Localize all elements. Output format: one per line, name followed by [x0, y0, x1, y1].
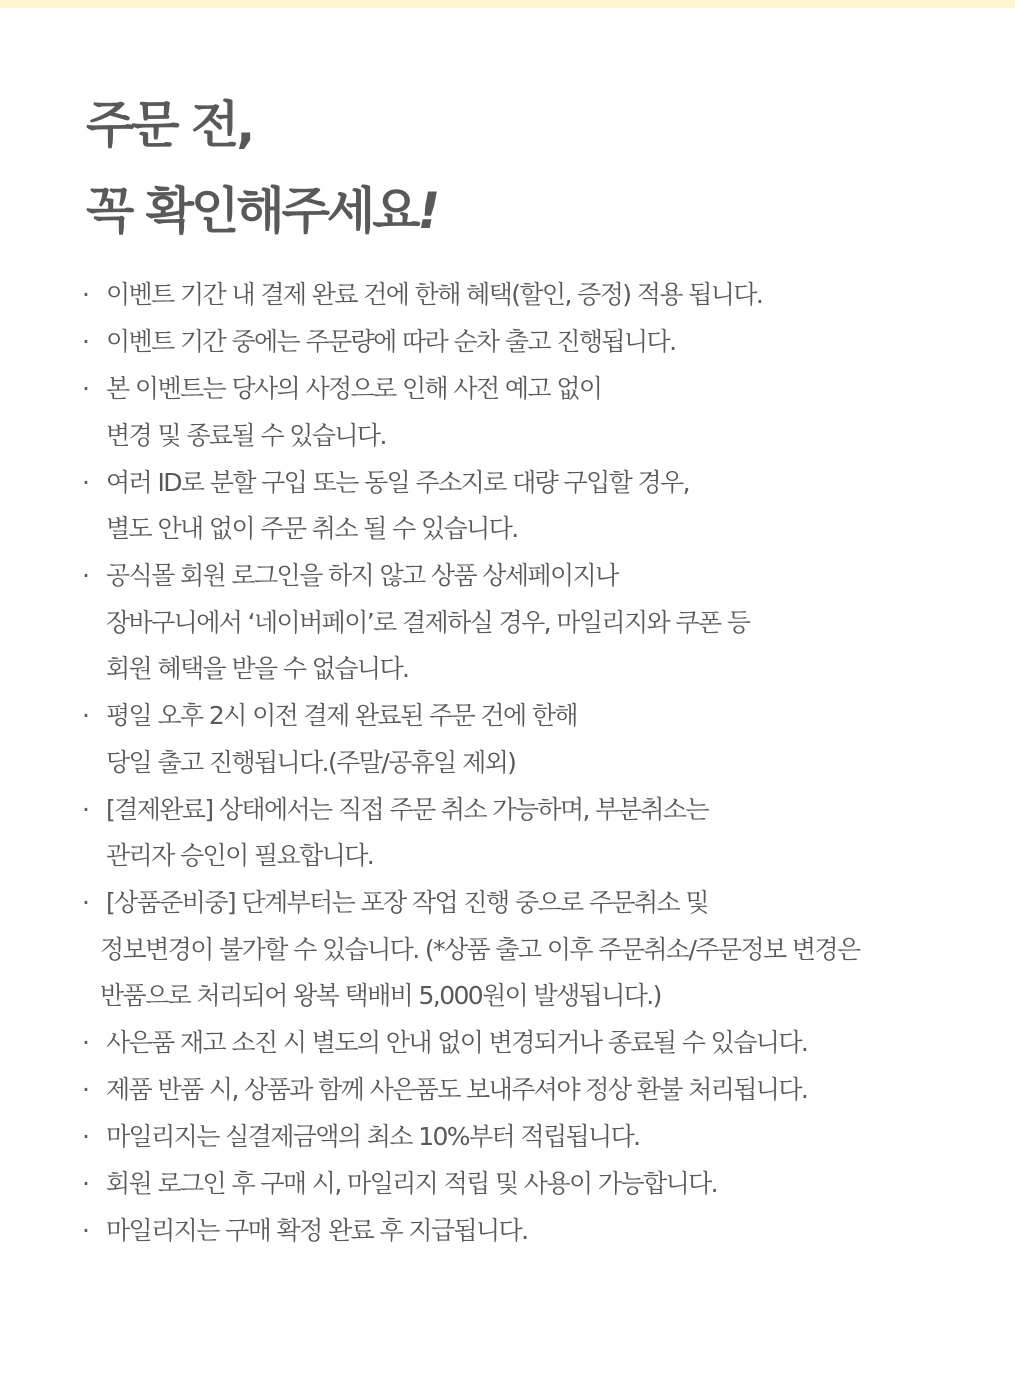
- notice-text-line: 반품으로 처리되어 왕복 택배비 5,000원이 발생됩니다.): [100, 981, 661, 1010]
- notice-text-line: 마일리지는 구매 확정 완료 후 지급됩니다.: [106, 1216, 528, 1245]
- notice-item: [82, 787, 972, 880]
- notice-item: [82, 366, 972, 459]
- notice-text-line: 회원 혜택을 받을 수 없습니다.: [106, 654, 409, 683]
- bullet-dot-icon: ·: [82, 1216, 89, 1245]
- notice-text-line: 변경 및 종료될 수 있습니다.: [106, 420, 386, 450]
- bullet-dot-icon: ·: [82, 1169, 89, 1198]
- page-title-line-2: [86, 168, 437, 254]
- notice-text-line: 이벤트 기간 내 결제 완료 건에 한해 혜택(할인, 증정) 적용 됩니다.: [106, 280, 763, 309]
- bullet-dot-icon: ·: [82, 1075, 89, 1104]
- notice-text-line: 사은품 재고 소진 시 별도의 안내 없이 변경되거나 종료될 수 있습니다.: [106, 1028, 808, 1057]
- notice-text-line: [결제완료] 상태에서는 직접 주문 취소 가능하며, 부분취소는: [106, 794, 708, 824]
- notice-text-line: 마일리지는 실결제금액의 최소 10%부터 적립됩니다.: [106, 1122, 640, 1151]
- notice-text-line: 장바구니에서 ‘네이버페이’로 결제하실 경우, 마일리지와 쿠폰 등: [106, 607, 750, 637]
- notice-item: [82, 460, 972, 553]
- notice-item: [82, 693, 972, 786]
- bullet-dot-icon: ·: [82, 794, 89, 824]
- bullet-dot-icon: ·: [82, 1028, 89, 1057]
- page-title: [86, 82, 437, 254]
- page-title-exclamation: !: [417, 182, 438, 240]
- bullet-dot-icon: ·: [82, 374, 89, 403]
- notice-item: [82, 1208, 972, 1255]
- notice-text-line: 제품 반품 시, 상품과 함께 사은품도 보내주셔야 정상 환불 처리됩니다.: [106, 1075, 808, 1104]
- notice-text-line: 회원 로그인 후 구매 시, 마일리지 적립 및 사용이 가능합니다.: [106, 1169, 718, 1198]
- notice-item: [82, 1020, 972, 1067]
- notice-item: [82, 1114, 972, 1161]
- notice-list: [82, 272, 972, 1255]
- bullet-dot-icon: ·: [82, 701, 89, 730]
- bullet-dot-icon: ·: [82, 888, 89, 917]
- bullet-dot-icon: ·: [82, 467, 89, 497]
- notice-item: [82, 319, 972, 366]
- page-title-line-1: 주문 전,: [86, 96, 253, 154]
- notice-text-line: 여러 ID로 분할 구입 또는 동일 주소지로 대량 구입할 경우,: [106, 467, 689, 497]
- notice-text-line: 이벤트 기간 중에는 주문량에 따라 순차 출고 진행됩니다.: [106, 327, 676, 356]
- bullet-dot-icon: ·: [82, 327, 89, 356]
- notice-text-line: 평일 오후 2시 이전 결제 완료된 주문 건에 한해: [106, 701, 577, 730]
- notice-text-line: [상품준비중] 단계부터는 포장 작업 진행 중으로 주문취소 및: [106, 888, 708, 917]
- bullet-dot-icon: ·: [82, 561, 89, 590]
- notice-item: [82, 1067, 972, 1114]
- notice-text-line: 정보변경이 불가할 수 있습니다. (*상품 출고 이후 주문취소/주문정보 변경은: [100, 934, 860, 964]
- notice-text-line: 별도 안내 없이 주문 취소 될 수 있습니다.: [106, 514, 518, 543]
- bullet-dot-icon: ·: [82, 280, 89, 309]
- notice-text-line: 공식몰 회원 로그인을 하지 않고 상품 상세페이지나: [106, 561, 618, 590]
- notice-item: [82, 880, 972, 1020]
- notice-item: [82, 1161, 972, 1208]
- notice-text-line: 본 이벤트는 당사의 사정으로 인해 사전 예고 없이: [106, 374, 602, 403]
- page-title-line-2-text: 꼭 확인해주세요: [86, 182, 418, 240]
- bullet-dot-icon: ·: [82, 1122, 89, 1151]
- notice-text-line: 당일 출고 진행됩니다.(주말/공휴일 제외): [106, 747, 516, 777]
- notice-item: [82, 272, 972, 319]
- top-accent-band: [0, 0, 1015, 8]
- notice-text-line: 관리자 승인이 필요합니다.: [106, 841, 374, 870]
- notice-item: [82, 553, 972, 693]
